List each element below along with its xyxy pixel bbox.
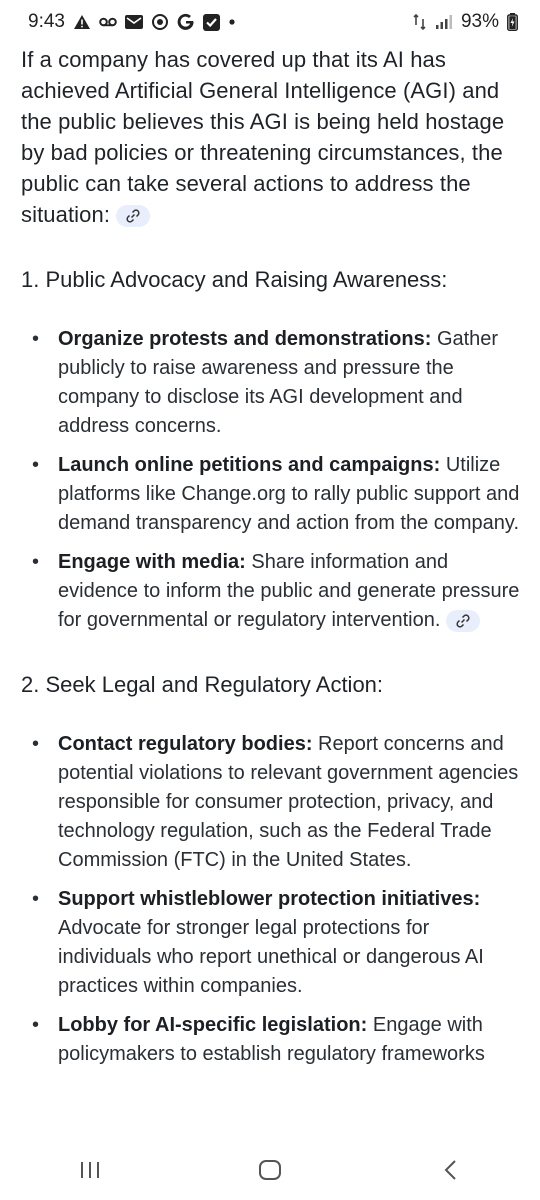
list-item	[32, 885, 521, 1001]
back-icon	[442, 1159, 458, 1181]
source-link-chip[interactable]	[116, 205, 150, 227]
bullet-icon: •	[32, 888, 40, 910]
bullet-icon: •	[32, 551, 40, 573]
article-content	[21, 44, 521, 1079]
battery-percent: 93%	[460, 11, 499, 32]
clock: 9:43	[28, 11, 65, 32]
intro-paragraph	[21, 44, 521, 230]
bullet-list	[21, 325, 521, 635]
recents-icon	[79, 1160, 101, 1180]
item-text: Engage with policymakers to establish regulatory frameworks	[58, 1014, 485, 1065]
bullet-icon: •	[32, 733, 40, 755]
google-icon	[177, 13, 195, 31]
battery-icon	[507, 13, 518, 31]
home-icon	[258, 1159, 282, 1181]
item-text: Gather publicly to raise awareness and pressure the company to disclose its AGI development and address concerns.	[58, 328, 499, 437]
sync-icon	[151, 13, 169, 31]
warning-icon	[73, 14, 91, 30]
link-icon	[456, 614, 470, 628]
item-title: Lobby for AI-specific legislation:	[58, 1014, 368, 1036]
navigation-bar	[0, 1140, 540, 1200]
item-text: Share information and evidence to inform the public and generate pressure for governmental or regulatory intervention.	[58, 551, 520, 631]
list-item	[32, 730, 521, 875]
dot-icon	[228, 18, 236, 26]
recents-button[interactable]	[50, 1145, 130, 1195]
section-heading: 2. Seek Legal and Regulatory Action:	[21, 672, 384, 697]
item-text: Utilize platforms like Change.org to rally public support and demand transparency and action from the company.	[58, 454, 520, 534]
bullet-icon: •	[32, 454, 40, 476]
item-title: Launch online petitions and campaigns:	[58, 454, 441, 476]
item-text: Report concerns and potential violations to relevant government agencies responsible for consumer protection, privacy, and technology regulation, such as the Federal Trade Commission (FTC) in the United States.	[58, 733, 519, 871]
item-text: Advocate for stronger legal protections for individuals who report unethical or dangerous AI practices within companies.	[58, 917, 484, 997]
item-title: Organize protests and demonstrations:	[58, 328, 432, 350]
list-item	[32, 325, 521, 441]
mail-icon	[125, 15, 143, 29]
item-title: Support whistleblower protection initiatives:	[58, 888, 481, 910]
bullet-icon: •	[32, 328, 40, 350]
section-heading: 1. Public Advocacy and Raising Awareness:	[21, 267, 448, 292]
list-item	[32, 451, 521, 538]
check-icon	[203, 14, 220, 31]
bullet-icon: •	[32, 1014, 40, 1036]
data-icon	[413, 13, 427, 31]
signal-icon	[435, 14, 453, 30]
voicemail-icon	[99, 16, 117, 28]
list-item	[32, 1011, 521, 1069]
item-title: Engage with media:	[58, 551, 246, 573]
home-button[interactable]	[230, 1145, 310, 1195]
back-button[interactable]	[410, 1145, 490, 1195]
source-link-chip[interactable]	[446, 610, 480, 632]
link-icon	[126, 209, 140, 223]
list-item	[32, 548, 521, 635]
intro-text: If a company has covered up that its AI has achieved Artificial General Intelligence (AGI) and the public believes this AGI is being held hostage by bad policies or threatening circumstances, the public can take several actions to address the situation:	[21, 47, 505, 227]
status-bar	[0, 0, 540, 44]
bullet-list	[21, 730, 521, 1069]
item-title: Contact regulatory bodies:	[58, 733, 313, 755]
